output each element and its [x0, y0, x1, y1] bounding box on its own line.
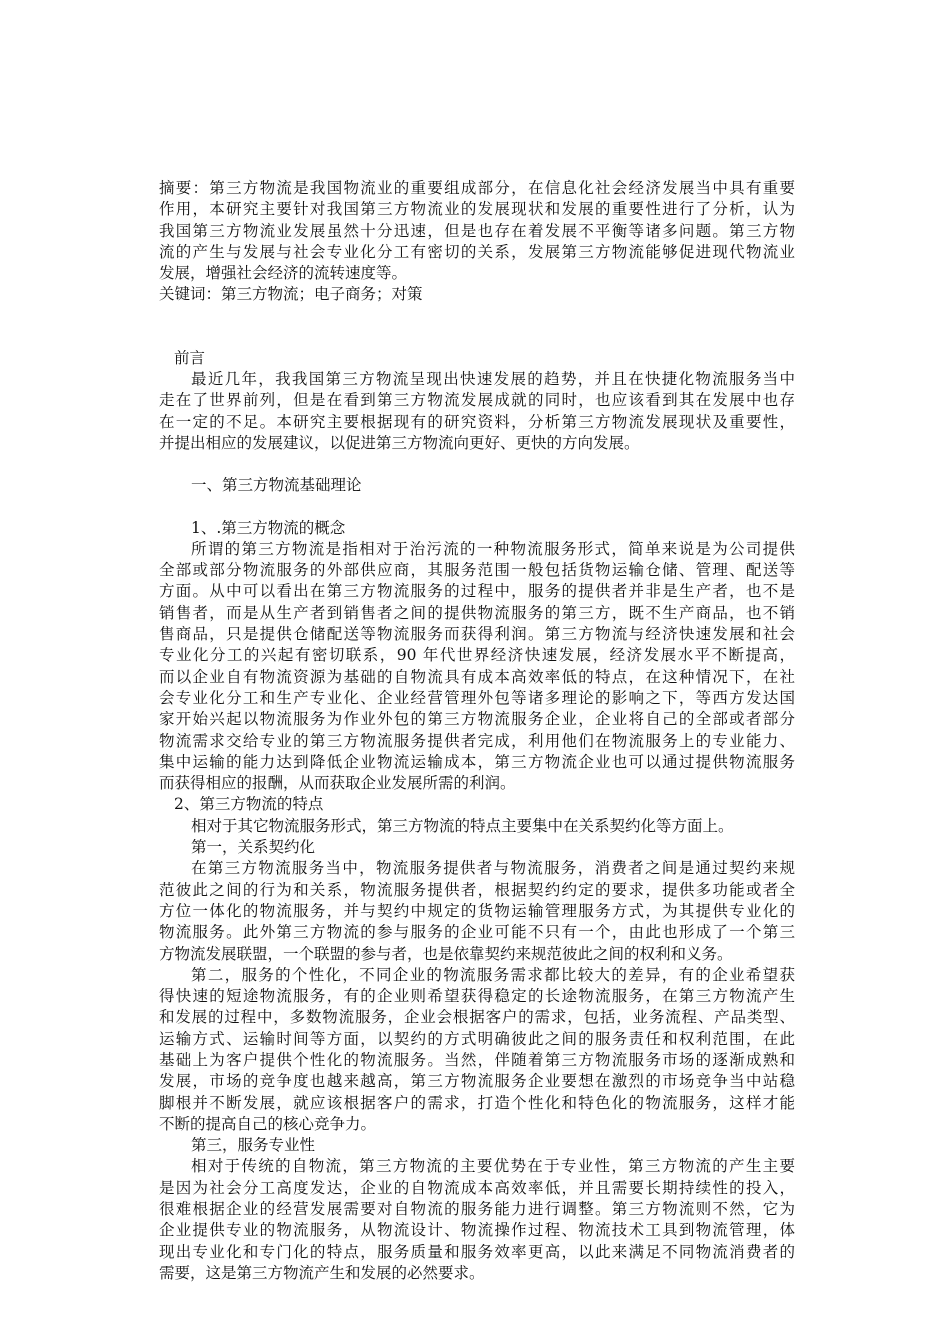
feature-line: 很难根据企业的经营发展需要对自物流的服务能力进行调整。第三方物流则不然，它为	[159, 1200, 795, 1219]
concept-line: 会专业化分工和生产专业化、企业经营管理外包等诸多理论的影响之下，等西方发达国	[159, 688, 795, 707]
preface-paragraph	[159, 369, 795, 454]
concept-line: 物流需求交给专业的第三方物流服务提供者完成，利用他们在物流服务上的专业能力、	[159, 731, 795, 750]
abstract-line: 发展，增强社会经济的流转速度等。	[159, 264, 408, 283]
feature-line: 企业提供专业的物流服务，从物流设计、物流操作过程、物流技术工具到物流管理，体	[159, 1221, 795, 1240]
feature-line: 需要，这是第三方物流产生和发展的必然要求。	[159, 1263, 485, 1282]
concept-line: 专业化分工的兴起有密切联系，90 年代世界经济快速发展，经济发展水平不断提高，	[159, 646, 795, 665]
document-body	[159, 178, 795, 1284]
abstract-paragraph	[159, 178, 795, 284]
feature-title: 第一，关系契约化	[191, 838, 316, 857]
concept-line: 销售者，而是从生产者到销售者之间的提供物流服务的第三方，既不生产商品，也不销	[159, 603, 795, 622]
feature-line: 得快速的短途物流服务，有的企业则希望获得稳定的长途物流服务，在第三方物流产生	[159, 987, 795, 1006]
concept-line: 方面。从中可以看出在第三方物流服务的过程中，服务的提供者并非是生产者，也不是	[159, 582, 795, 601]
abstract-line: 流的产生与发展与社会专业化分工有密切的关系，发展第三方物流能够促进现代物流业	[159, 242, 795, 261]
spacer	[159, 497, 795, 518]
feature-line: 是因为社会分工高度发达，企业的自物流成本高效率低，并且需要长期持续性的投入，	[159, 1178, 795, 1197]
preface-line: 走在了世界前列，但是在看到第三方物流发展成就的同时，也应该看到其在发展中也存	[159, 391, 795, 410]
feature-line: 和发展的过程中，多数物流服务，企业会根据客户的需求，包括，业务流程、产品类型、	[159, 1008, 795, 1027]
feature-paragraph	[159, 1156, 795, 1284]
abstract-line: 摘要：第三方物流是我国物流业的重要组成部分，在信息化社会经济发展当中具有重要	[159, 179, 795, 197]
concept-paragraph	[159, 539, 795, 795]
preface-line: 并提出相应的发展建议，以促进第三方物流向更好、更快的方向发展。	[159, 433, 640, 452]
feature-line: 在第三方物流服务当中，物流服务提供者与物流服务，消费者之间是通过契约来规	[191, 859, 795, 878]
feature-line: 方物流发展联盟，一个联盟的参与者，也是依靠契约来规范彼此之间的权利和义务。	[159, 944, 733, 963]
feature-line: 方位一体化的物流服务，并与契约中规定的货物运输管理服务方式，为其提供专业化的	[159, 901, 795, 920]
subsection-heading: 1、.第三方物流的概念	[191, 518, 346, 537]
feature-line: 不断的提高自己的核心竞争力。	[159, 1114, 377, 1133]
concept-line: 所谓的第三方物流是指相对于治污流的一种物流服务形式，简单来说是为公司提供	[191, 539, 795, 558]
spacer	[159, 306, 795, 348]
abstract-line: 我国第三方物流业发展虽然十分迅速，但是也存在着发展不平衡等诸多问题。第三方物	[159, 221, 795, 240]
feature-line: 运输方式、运输时间等方面，以契约的方式明确彼此之间的服务责任和权利范围，在此	[159, 1029, 795, 1048]
feature-title: 第三，服务专业性	[191, 1136, 316, 1155]
feature-line: 物流服务。此外第三方物流的参与服务的企业可能不只有一个，由此也形成了一个第三	[159, 923, 795, 942]
concept-line: 全部或部分物流服务的外部供应商，其服务范围一般包括货物运输仓储、管理、配送等	[159, 561, 795, 580]
feature-line: 第二，服务的个性化，不同企业的物流服务需求都比较大的差异，有的企业希望获	[191, 965, 795, 984]
subsection-heading: 2、第三方物流的特点	[174, 795, 324, 814]
abstract-line: 作用，本研究主要针对我国第三方物流业的发展现状和发展的重要性进行了分析，认为	[159, 200, 795, 219]
feature-line: 基础上为客户提供个性化的物流服务。当然，伴随着第三方物流服务市场的逐渐成熟和	[159, 1050, 795, 1069]
feature-paragraph	[159, 965, 795, 1135]
feature-line: 脚根并不断发展，就应该根据客户的需求，打造个性化和特色化的物流服务，这样才能	[159, 1093, 795, 1112]
feature-line: 相对于传统的自物流，第三方物流的主要优势在于专业性，第三方物流的产生主要	[191, 1157, 795, 1176]
features-intro: 相对于其它物流服务形式，第三方物流的特点主要集中在关系契约化等方面上。	[191, 816, 734, 835]
concept-line: 家开始兴起以物流服务为作业外包的第三方物流服务企业，企业将自己的全部或者部分	[159, 710, 795, 729]
concept-line: 而获得相应的报酬，从而获取企业发展所需的利润。	[159, 774, 516, 793]
concept-line: 集中运输的能力达到降低企业物流运输成本，第三方物流企业也可以通过提供物流服务	[159, 752, 795, 771]
concept-line: 而以企业自有物流资源为基础的自物流具有成本高效率低的特点，在这种情况下，在社	[159, 667, 795, 686]
preface-line: 最近几年，我我国第三方物流呈现出快速发展的趋势，并且在快捷化物流服务当中	[191, 370, 795, 389]
keywords-line: 关键词：第三方物流；电子商务；对策	[159, 285, 423, 304]
feature-line: 范彼此之间的行为和关系，物流服务提供者，根据契约约定的要求，提供多功能或者全	[159, 880, 795, 899]
preface-title: 前言	[174, 348, 206, 367]
feature-line: 发展，市场的竞争度也越来越高，第三方物流服务企业要想在激烈的市场竞争当中站稳	[159, 1072, 795, 1091]
spacer	[159, 454, 795, 475]
feature-paragraph	[159, 858, 795, 964]
feature-line: 现出专业化和专门化的特点，服务质量和服务效率更高，以此来满足不同物流消费者的	[159, 1242, 795, 1261]
preface-line: 在一定的不足。本研究主要根据现有的研究资料，分析第三方物流发展现状及重要性，	[159, 412, 795, 431]
section-heading: 一、第三方物流基础理论	[191, 476, 362, 495]
concept-line: 售商品，只是提供仓储配送等物流服务而获得利润。第三方物流与经济快速发展和社会	[159, 625, 795, 644]
